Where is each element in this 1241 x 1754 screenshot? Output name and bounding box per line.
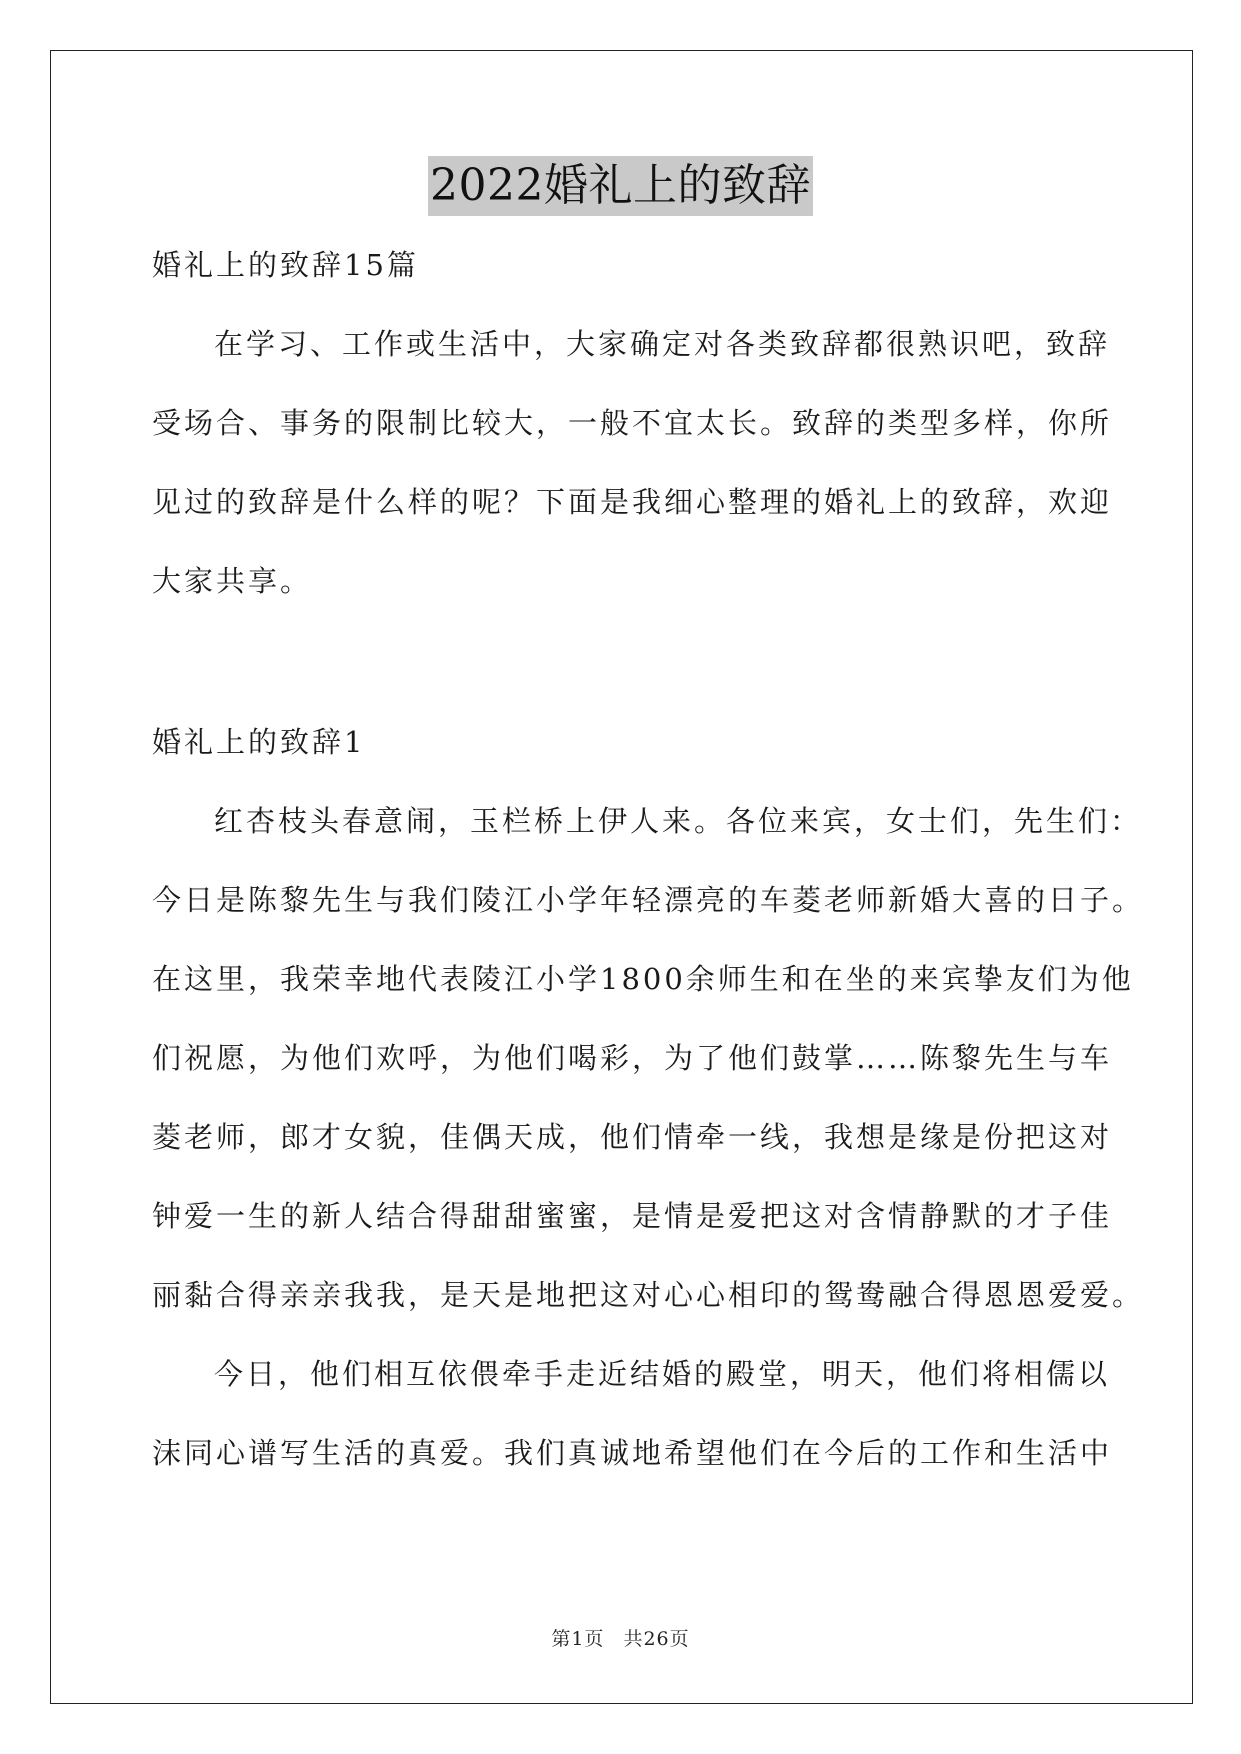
section-line: 今日是陈黎先生与我们陵江小学年轻漂亮的车菱老师新婚大喜的日子。 [152, 883, 1145, 917]
subtitle: 婚礼上的致辞15篇 [152, 248, 419, 282]
section-line: 们祝愿，为他们欢呼，为他们喝彩，为了他们鼓掌……陈黎先生与车 [152, 1041, 1113, 1075]
section-line: 在这里，我荣幸地代表陵江小学1800余师生和在坐的来宾挚友们为他 [152, 962, 1134, 996]
section-line: 钟爱一生的新人结合得甜甜蜜蜜，是情是爱把这对含情静默的才子佳 [152, 1199, 1113, 1233]
document-title: 2022婚礼上的致辞 [428, 156, 813, 216]
page-footer [0, 1624, 1241, 1651]
section-line: 沫同心谱写生活的真爱。我们真诚地希望他们在今后的工作和生活中 [152, 1436, 1113, 1470]
intro-line: 见过的致辞是什么样的呢？下面是我细心整理的婚礼上的致辞，欢迎 [152, 485, 1113, 519]
intro-line: 在学习、工作或生活中，大家确定对各类致辞都很熟识吧，致辞 [214, 327, 1111, 361]
section-line: 今日，他们相互依偎牵手走近结婚的殿堂，明天，他们将相儒以 [214, 1357, 1111, 1391]
intro-line: 大家共享。 [152, 564, 313, 598]
title-container [0, 156, 1241, 216]
page-number: 第1页 [551, 1628, 605, 1650]
paragraph-gap [152, 621, 1092, 703]
intro-line: 受场合、事务的限制比较大，一般不宜太长。致辞的类型多样，你所 [152, 406, 1113, 440]
page-total: 共26页 [623, 1628, 690, 1650]
section-line: 红杏枝头春意闹，玉栏桥上伊人来。各位来宾，女士们，先生们： [214, 804, 1143, 838]
section-line: 丽黏合得亲亲我我，是天是地把这对心心相印的鸳鸯融合得恩恩爱爱。 [152, 1278, 1145, 1312]
document-body [152, 226, 1145, 1493]
section-heading: 婚礼上的致辞1 [152, 725, 366, 759]
section-line: 菱老师，郎才女貌，佳偶天成，他们情牵一线，我想是缘是份把这对 [152, 1120, 1113, 1154]
